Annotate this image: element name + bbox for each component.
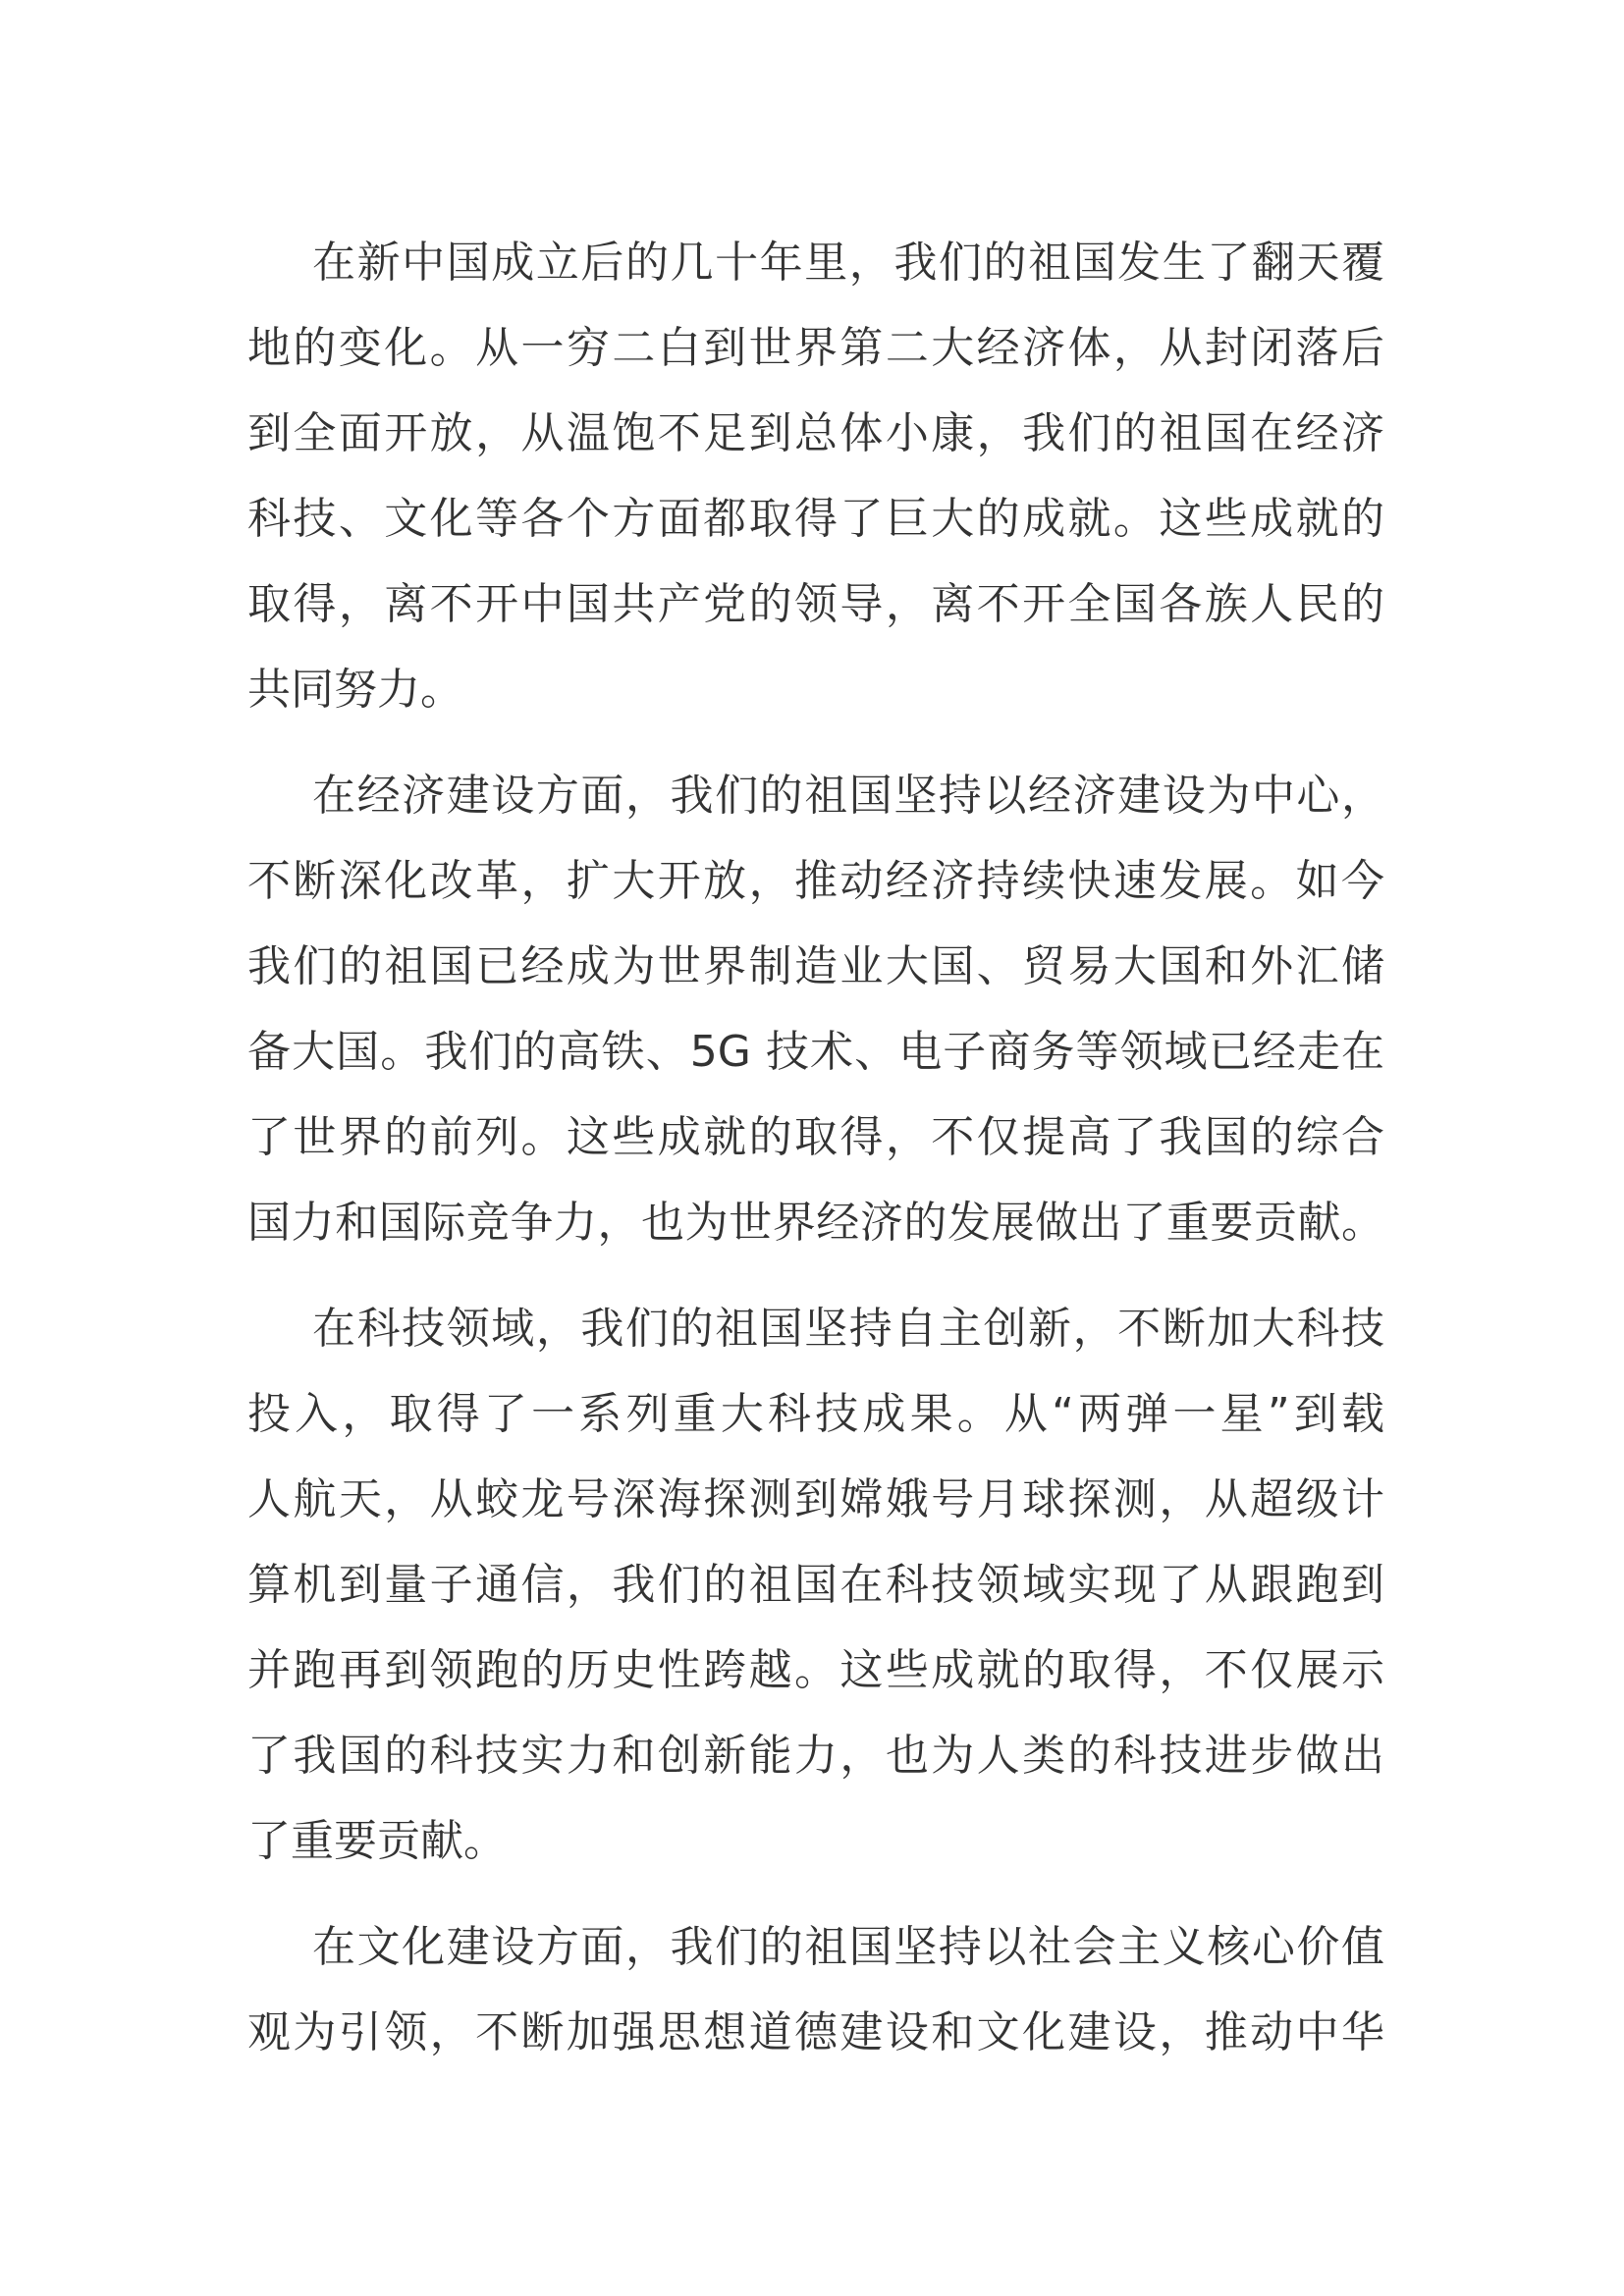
- text-line: 取得，离不开中国共产党的领导，离不开全国各族人民的: [247, 579, 1384, 629]
- text-line: 了重要贡献。: [247, 1816, 507, 1866]
- text-line: 国力和国际竞争力，也为世界经济的发展做出了重要贡献。: [247, 1198, 1384, 1248]
- paragraph: [247, 1286, 1384, 1884]
- text-line: 共同努力。: [247, 665, 463, 715]
- text-line: 到全面开放，从温饱不足到总体小康，我们的祖国在经济: [247, 408, 1384, 458]
- text-line: 人航天，从蛟龙号深海探测到嫦娥号月球探测，从超级计: [247, 1474, 1384, 1524]
- text-line: 观为引领，不断加强思想道德建设和文化建设，推动中华: [247, 2007, 1384, 2057]
- text-line: 算机到量子通信，我们的祖国在科技领域实现了从跟跑到: [247, 1560, 1384, 1610]
- text-line: 在科技领域，我们的祖国坚持自主创新，不断加大科技: [312, 1304, 1384, 1354]
- text-line: 备大国。我们的高铁、5G 技术、电子商务等领域已经走在: [247, 1027, 1384, 1077]
- text-line: 在文化建设方面，我们的祖国坚持以社会主义核心价值: [312, 1922, 1384, 1972]
- text-line: 在新中国成立后的几十年里，我们的祖国发生了翻天覆: [312, 238, 1384, 288]
- text-line: 在经济建设方面，我们的祖国坚持以经济建设为中心，: [312, 771, 1384, 821]
- text-line: 投入，取得了一系列重大科技成果。从“两弹一星”到载: [247, 1389, 1384, 1439]
- paragraph: [247, 753, 1384, 1265]
- text-line: 不断深化改革，扩大开放，推动经济持续快速发展。如今: [247, 856, 1384, 906]
- text-line: 科技、文化等各个方面都取得了巨大的成就。这些成就的: [247, 494, 1384, 544]
- text-line: 我们的祖国已经成为世界制造业大国、贸易大国和外汇储: [247, 941, 1384, 991]
- paragraph: [247, 220, 1384, 732]
- paragraph: [247, 1904, 1384, 2075]
- text-line: 地的变化。从一穷二白到世界第二大经济体，从封闭落后: [247, 323, 1384, 373]
- text-line: 了世界的前列。这些成就的取得，不仅提高了我国的综合: [247, 1112, 1384, 1162]
- text-line: 并跑再到领跑的历史性跨越。这些成就的取得，不仅展示: [247, 1645, 1384, 1695]
- text-line: 了我国的科技实力和创新能力，也为人类的科技进步做出: [247, 1731, 1384, 1781]
- document-page: [247, 220, 1384, 2096]
